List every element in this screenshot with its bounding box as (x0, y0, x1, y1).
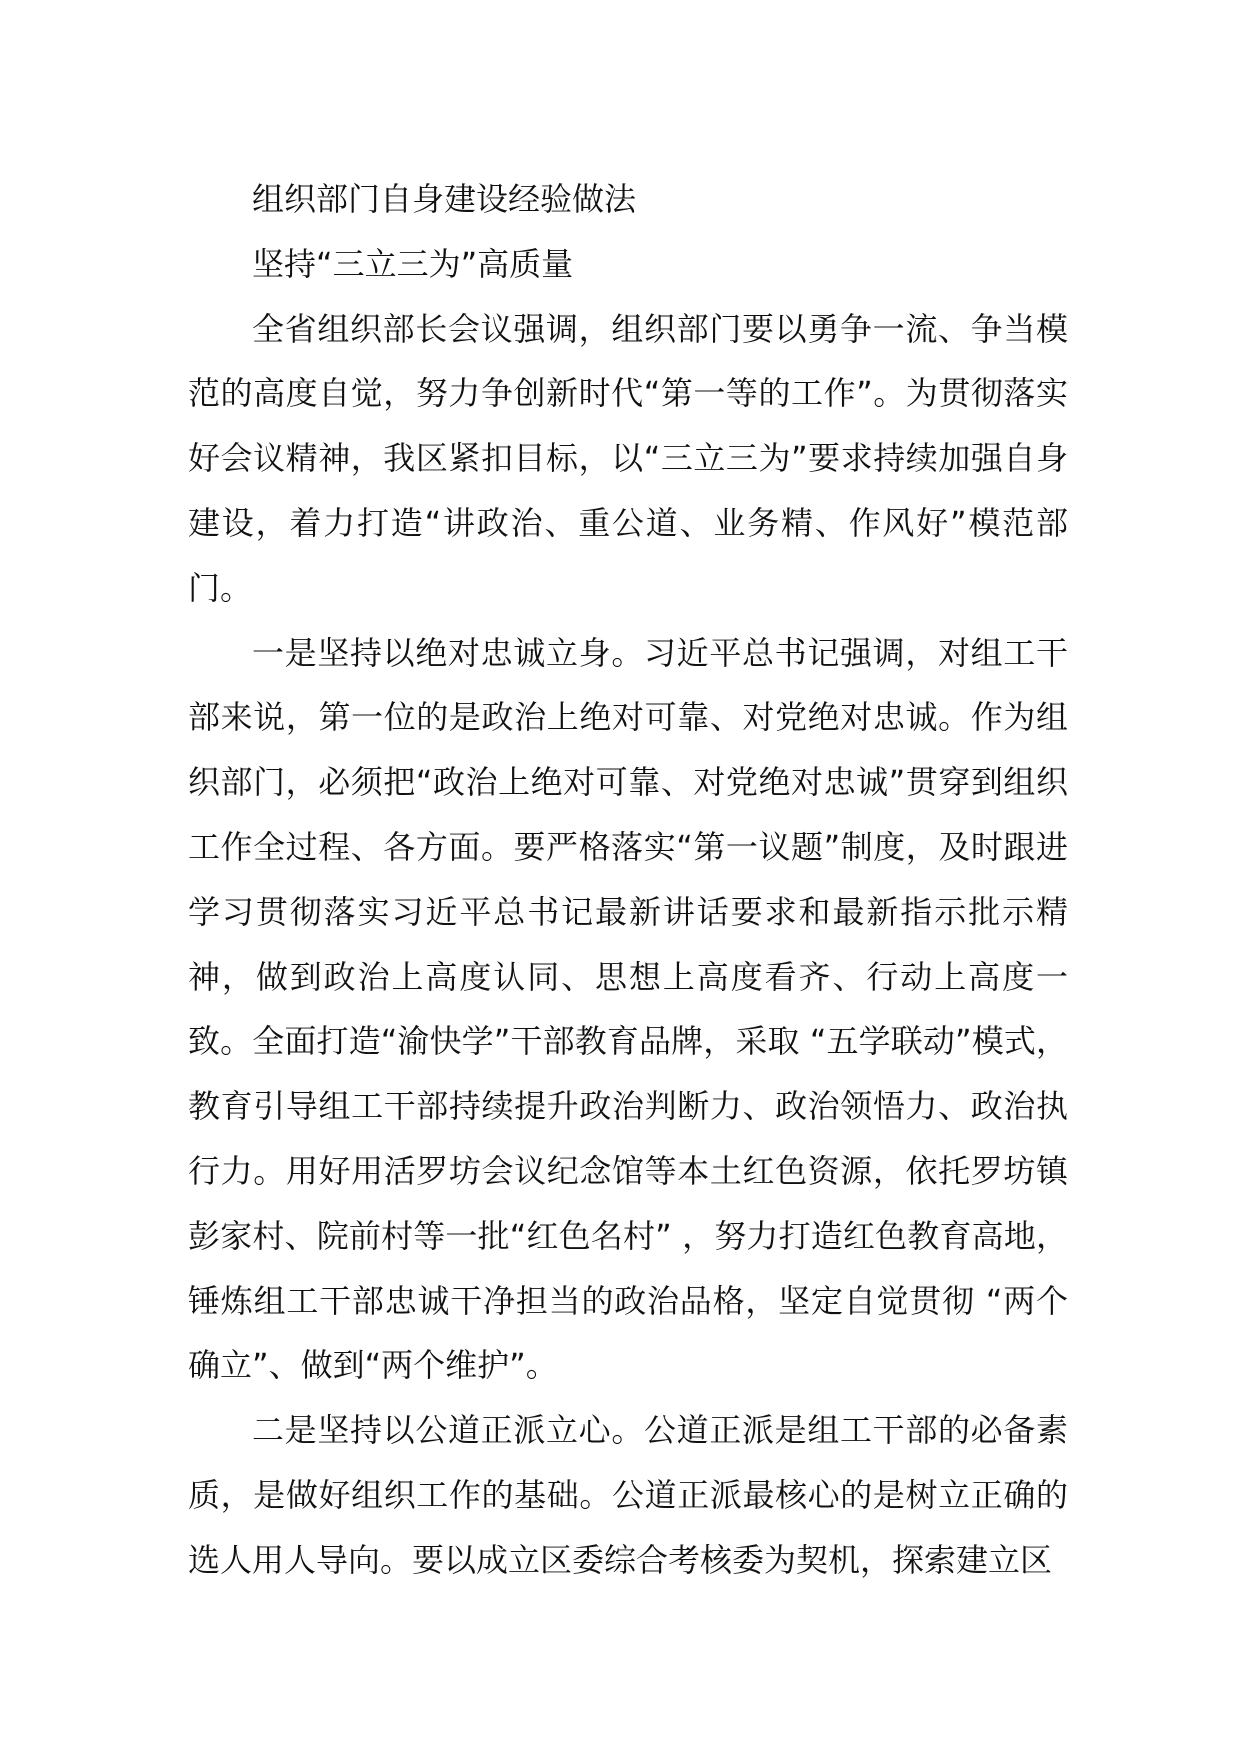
document-body (188, 167, 1068, 1593)
document-title: 组织部门自身建设经验做法 (252, 180, 637, 218)
paragraph-intro: 全省组织部长会议强调，组织部门要以勇争一流、争当模范的高度自觉，努力争创新时代“第一等的工作”。为贯彻落实好会议精神，我区紧扣目标，以“三立三为”要求持续加强自身建设，着力打造“讲政治、重公道、业务精、作风好”模范部门。 (188, 309, 1068, 607)
paragraph-point-one: 一是坚持以绝对忠诚立身。习近平总书记强调，对组工干部来说，第一位的是政治上绝对可靠、对党绝对忠诚。作为组织部门，必须把“政治上绝对可靠、对党绝对忠诚”贯穿到组织工作全过程、各方面。要严格落实“第一议题”制度，及时跟进学习贯彻落实习近平总书记最新讲话要求和最新指示批示精神，做到政治上高度认同、思想上高度看齐、行动上高度一致。全面打造“渝快学”干部教育品牌，采取 “五学联动”模式，教育引导组工干部持续提升政治判断力、政治领悟力、政治执行力。用好用活罗坊会议纪念馆等本土红色资源，依托罗坊镇彭家村、院前村等一批“红色名村” ，努力打造红色教育高地，锤炼组工干部忠诚干净担当的政治品格，坚定自觉贯彻 “两个确立”、做到“两个维护”。 (188, 633, 1068, 1385)
document-subtitle: 坚持“三立三为”高质量 (252, 244, 574, 283)
paragraph-point-two: 二是坚持以公道正派立心。公道正派是组工干部的必备素质，是做好组织工作的基础。公道正派最核心的是树立正确的选人用人导向。要以成立区委综合考核委为契机，探索建立区 (188, 1411, 1068, 1579)
